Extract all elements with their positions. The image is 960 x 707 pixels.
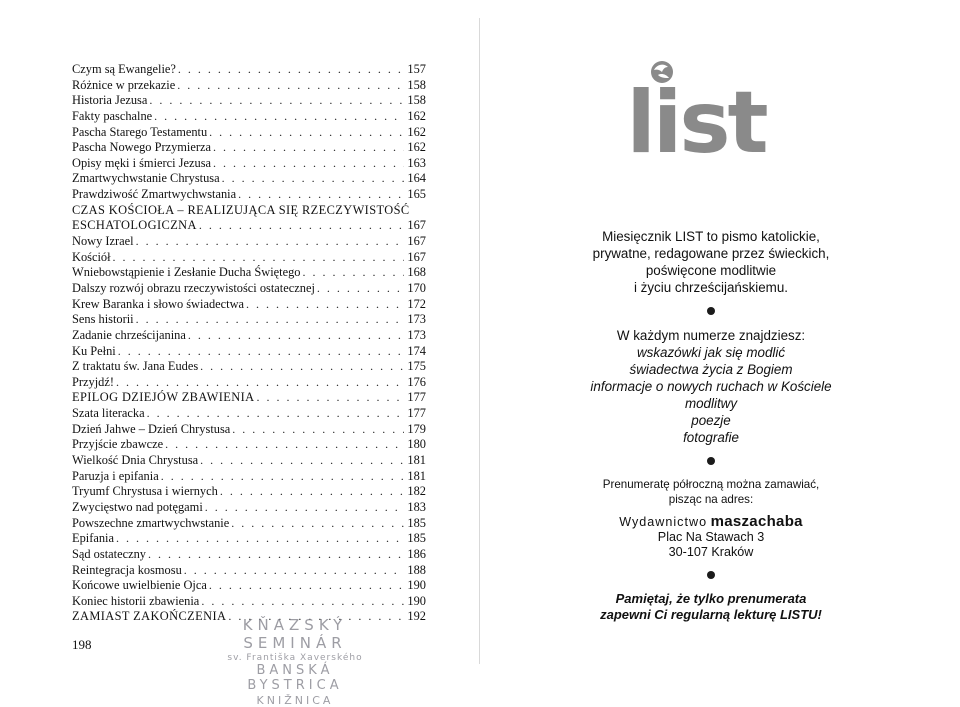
- ad-reminder-line: zapewni Ci regularną lekturę LISTU!: [600, 607, 822, 622]
- toc-entry-title: Sąd ostateczny: [72, 546, 146, 561]
- ad-intro-line: poświęcone modlitwie: [645, 263, 777, 278]
- toc-entry-page: 168: [407, 265, 426, 280]
- toc-entry: [72, 156, 426, 172]
- ad-contents-item: fotografie: [683, 430, 739, 445]
- toc-leader: [116, 531, 404, 547]
- toc-entry-title: Ku Pełni: [72, 343, 116, 358]
- toc-entry: [72, 453, 426, 469]
- toc-entry-title: Fakty paschalne: [72, 108, 153, 123]
- ad-publisher: [566, 514, 856, 530]
- toc-leader: [154, 109, 404, 125]
- toc-entry-title: Różnice w przekazie: [72, 77, 176, 92]
- toc-entry: [72, 484, 426, 500]
- toc-entry-page: 183: [407, 499, 426, 514]
- toc-entry-title: Prawdziwość Zmartwychwstania: [72, 187, 237, 202]
- toc-entry: [72, 109, 426, 125]
- toc-entry-page: 167: [407, 218, 426, 233]
- toc-entry-title: Reintegracja kosmosu: [72, 562, 182, 577]
- toc-leader: [220, 484, 404, 500]
- toc-entry: [72, 171, 426, 187]
- stamp-line: BANSKÁ BYSTRICA: [247, 663, 343, 693]
- ad-contents-item: informacje o nowych ruchach w Kościele: [590, 379, 832, 394]
- toc-entry-page: 173: [407, 327, 426, 342]
- ad-intro: [566, 228, 856, 296]
- library-stamp: [205, 616, 385, 707]
- toc-entry-page: 188: [407, 562, 426, 577]
- ad-order-info: [566, 477, 856, 507]
- toc-entry-page: 176: [407, 374, 426, 389]
- toc-entry: [72, 516, 426, 532]
- toc-leader: [136, 312, 404, 328]
- toc-entry: [72, 422, 426, 438]
- toc-entry-title: Czym są Ewangelie?: [72, 62, 176, 76]
- toc-leader: [200, 453, 404, 469]
- toc-leader: [257, 390, 405, 406]
- toc-entry-page: 181: [407, 453, 426, 468]
- toc-entry-title: Wielkość Dnia Chrystusa: [72, 453, 199, 468]
- ad-reminder: [566, 591, 856, 623]
- toc-entry-page: 162: [407, 124, 426, 139]
- toc-entry-title: Opisy męki i śmierci Jezusa: [72, 155, 212, 170]
- toc-entry-page: 185: [407, 515, 426, 530]
- toc-leader: [209, 125, 404, 141]
- toc-leader: [222, 171, 404, 187]
- stamp-line: sv. Františka Xaverského: [227, 653, 363, 663]
- toc-entry: [72, 265, 426, 281]
- page-divider: [479, 18, 480, 664]
- toc-entry-title: Końcowe uwielbienie Ojca: [72, 578, 207, 593]
- toc-leader: [177, 78, 404, 94]
- table-of-contents: [72, 62, 426, 625]
- toc-entry-page: 182: [407, 484, 426, 499]
- toc-entry: [72, 563, 426, 579]
- stamp-line: KNIŽNICA: [256, 694, 334, 707]
- toc-entry: [72, 375, 426, 391]
- ad-intro-line: Miesięcznik LIST to pismo katolickie,: [602, 229, 820, 244]
- ad-reminder-line: Pamiętaj, że tylko prenumerata: [615, 591, 807, 606]
- toc-leader: [118, 344, 404, 360]
- toc-entry: [72, 500, 426, 516]
- toc-entry: [72, 531, 426, 547]
- toc-entry-page: 167: [407, 234, 426, 249]
- toc-entry-title: Historia Jezusa: [72, 93, 148, 108]
- stamp-line: KŇAZSKÝ SEMINÁR: [242, 616, 348, 652]
- toc-entry-title: Zadanie chrześcijanina: [72, 327, 186, 342]
- bullet-icon: [707, 571, 715, 579]
- logo-text: list: [626, 73, 766, 164]
- toc-entry-page: 175: [407, 359, 426, 374]
- ad-address-line: 30-107 Kraków: [668, 545, 754, 559]
- toc-entry-page: 185: [407, 531, 426, 546]
- toc-entry-page: 174: [407, 343, 426, 358]
- toc-leader: [178, 62, 404, 78]
- ad-contents-item: poezje: [691, 413, 731, 428]
- toc-leader: [200, 359, 404, 375]
- toc-leader: [136, 234, 404, 250]
- toc-leader: [149, 93, 404, 109]
- toc-entry: [72, 125, 426, 141]
- toc-leader: [213, 140, 404, 156]
- toc-leader: [209, 578, 404, 594]
- toc-entry-title: Pascha Nowego Przymierza: [72, 140, 212, 155]
- toc-entry-page: 163: [407, 155, 426, 170]
- toc-leader: [205, 500, 404, 516]
- toc-entry-page: 165: [407, 187, 426, 202]
- toc-leader: [317, 281, 404, 297]
- toc-entry-title: Powszechne zmartwychwstanie: [72, 515, 230, 530]
- toc-leader: [184, 563, 404, 579]
- toc-entry: [72, 344, 426, 360]
- toc-entry-title: Kościół: [72, 249, 111, 264]
- toc-entry-title: Zwycięstwo nad potęgami: [72, 499, 203, 514]
- toc-entry-title: Koniec historii zbawienia: [72, 593, 200, 608]
- toc-entry-page: 158: [407, 77, 426, 92]
- toc-leader: [113, 250, 404, 266]
- toc-entry: [72, 78, 426, 94]
- ad-address-line: Plac Na Stawach 3: [657, 530, 765, 544]
- toc-entry-page: 173: [407, 312, 426, 327]
- ad-contents-item: świadectwa życia z Bogiem: [629, 362, 793, 377]
- ad-contents-item: modlitwy: [684, 396, 738, 411]
- toc-entry-page: 179: [407, 421, 426, 436]
- toc-entry-page: 186: [407, 546, 426, 561]
- ad-address: [566, 530, 856, 560]
- toc-entry-page: 190: [407, 593, 426, 608]
- page-number: 198: [72, 637, 92, 652]
- toc-entry-title: Przyjście zbawcze: [72, 437, 164, 452]
- toc-entry-title: Tryumf Chrystusa i wiernych: [72, 484, 218, 499]
- toc-entry: [72, 328, 426, 344]
- toc-entry-page: 167: [407, 249, 426, 264]
- toc-entry: [72, 594, 426, 610]
- toc-entry-title: Dzień Jahwe – Dzień Chrystusa: [72, 421, 231, 436]
- toc-entry-title: Dalszy rozwój obrazu rzeczywistości ostatecznej: [72, 280, 315, 295]
- toc-entry-title: Zmartwychwstanie Chrystusa: [72, 171, 220, 186]
- bullet-icon: [707, 457, 715, 465]
- bullet-icon: [707, 307, 715, 315]
- ad-intro-line: i życiu chrześcijańskiemu.: [633, 280, 789, 295]
- toc-leader: [213, 156, 404, 172]
- toc-leader: [188, 328, 404, 344]
- toc-entry-page: 180: [407, 437, 426, 452]
- toc-entry-page: 162: [407, 108, 426, 123]
- toc-leader: [201, 594, 404, 610]
- toc-entry: [72, 234, 426, 250]
- toc-entry-page: 158: [407, 93, 426, 108]
- toc-entry-title: Wniebowstąpienie i Zesłanie Ducha Świętego: [72, 265, 301, 280]
- ad-contents-title: W każdym numerze znajdziesz:: [616, 328, 806, 343]
- toc-entry: [72, 390, 426, 406]
- ad-intro-line: prywatne, redagowane przez świeckich,: [592, 246, 830, 261]
- list-logo: [596, 44, 796, 164]
- toc-entry-page: 164: [407, 171, 426, 186]
- toc-leader: [232, 422, 404, 438]
- toc-entry: [72, 218, 426, 234]
- toc-entry: [72, 140, 426, 156]
- toc-leader: [116, 375, 404, 391]
- list-advertisement: [566, 228, 856, 623]
- toc-entry: [72, 312, 426, 328]
- toc-entry: [72, 406, 426, 422]
- toc-entry: [72, 469, 426, 485]
- toc-section-heading: CZAS KOŚCIOŁA – REALIZUJĄCA SIĘ RZECZYWISTOŚĆ: [72, 202, 410, 217]
- toc-entry-page: 170: [407, 280, 426, 295]
- toc-entry-title: Epifania: [72, 531, 114, 546]
- toc-entry-title: Pascha Starego Testamentu: [72, 124, 208, 139]
- toc-entry-title: Z traktatu św. Jana Eudes: [72, 359, 199, 374]
- toc-entry-title: Przyjdź!: [72, 374, 114, 389]
- toc-entry-page: 162: [407, 140, 426, 155]
- toc-entry: [72, 250, 426, 266]
- toc-entry-page: 177: [407, 406, 426, 421]
- toc-entry-title: Sens historii: [72, 312, 134, 327]
- toc-entry: [72, 93, 426, 109]
- toc-entry-title: ZAMIAST ZAKOŃCZENIA: [72, 609, 227, 624]
- toc-entry-page: 192: [407, 609, 426, 624]
- toc-entry-title: Nowy Izrael: [72, 234, 134, 249]
- publisher-prefix: Wydawnictwo: [619, 515, 708, 529]
- ad-order-line: pisząc na adres:: [668, 493, 754, 506]
- toc-leader: [302, 265, 404, 281]
- toc-entry: [72, 578, 426, 594]
- toc-leader: [165, 437, 404, 453]
- toc-entry-title: Szata literacka: [72, 406, 145, 421]
- toc-entry: [72, 281, 426, 297]
- toc-entry: [72, 187, 426, 203]
- toc-leader: [238, 187, 404, 203]
- toc-entry-page: 157: [407, 62, 426, 76]
- toc-entry-title: Paruzja i epifania: [72, 468, 159, 483]
- ad-contents-list: [566, 344, 856, 446]
- toc-leader: [147, 406, 404, 422]
- toc-entry-title: Krew Baranka i słowo świadectwa: [72, 296, 245, 311]
- toc-leader: [148, 547, 404, 563]
- toc-entry-title: ESCHATOLOGICZNA: [72, 218, 197, 233]
- toc-entry-title: EPILOG DZIEJÓW ZBAWIENIA: [72, 390, 255, 405]
- toc-entry-page: 177: [407, 390, 426, 405]
- publisher-name: maszachaba: [710, 513, 803, 530]
- toc-leader: [246, 297, 404, 313]
- ad-contents-item: wskazówki jak się modlić: [636, 345, 786, 360]
- toc-entry: [72, 297, 426, 313]
- toc-entry: [72, 547, 426, 563]
- toc-entry-page: 181: [407, 468, 426, 483]
- toc-entry: [72, 359, 426, 375]
- toc-leader: [199, 218, 404, 234]
- toc-entry: [72, 437, 426, 453]
- toc-leader: [231, 516, 404, 532]
- toc-entry: [72, 62, 426, 78]
- toc-leader: [161, 469, 404, 485]
- ad-order-line: Prenumeratę półroczną można zamawiać,: [602, 478, 820, 491]
- toc-entry-page: 190: [407, 578, 426, 593]
- toc-entry-page: 172: [407, 296, 426, 311]
